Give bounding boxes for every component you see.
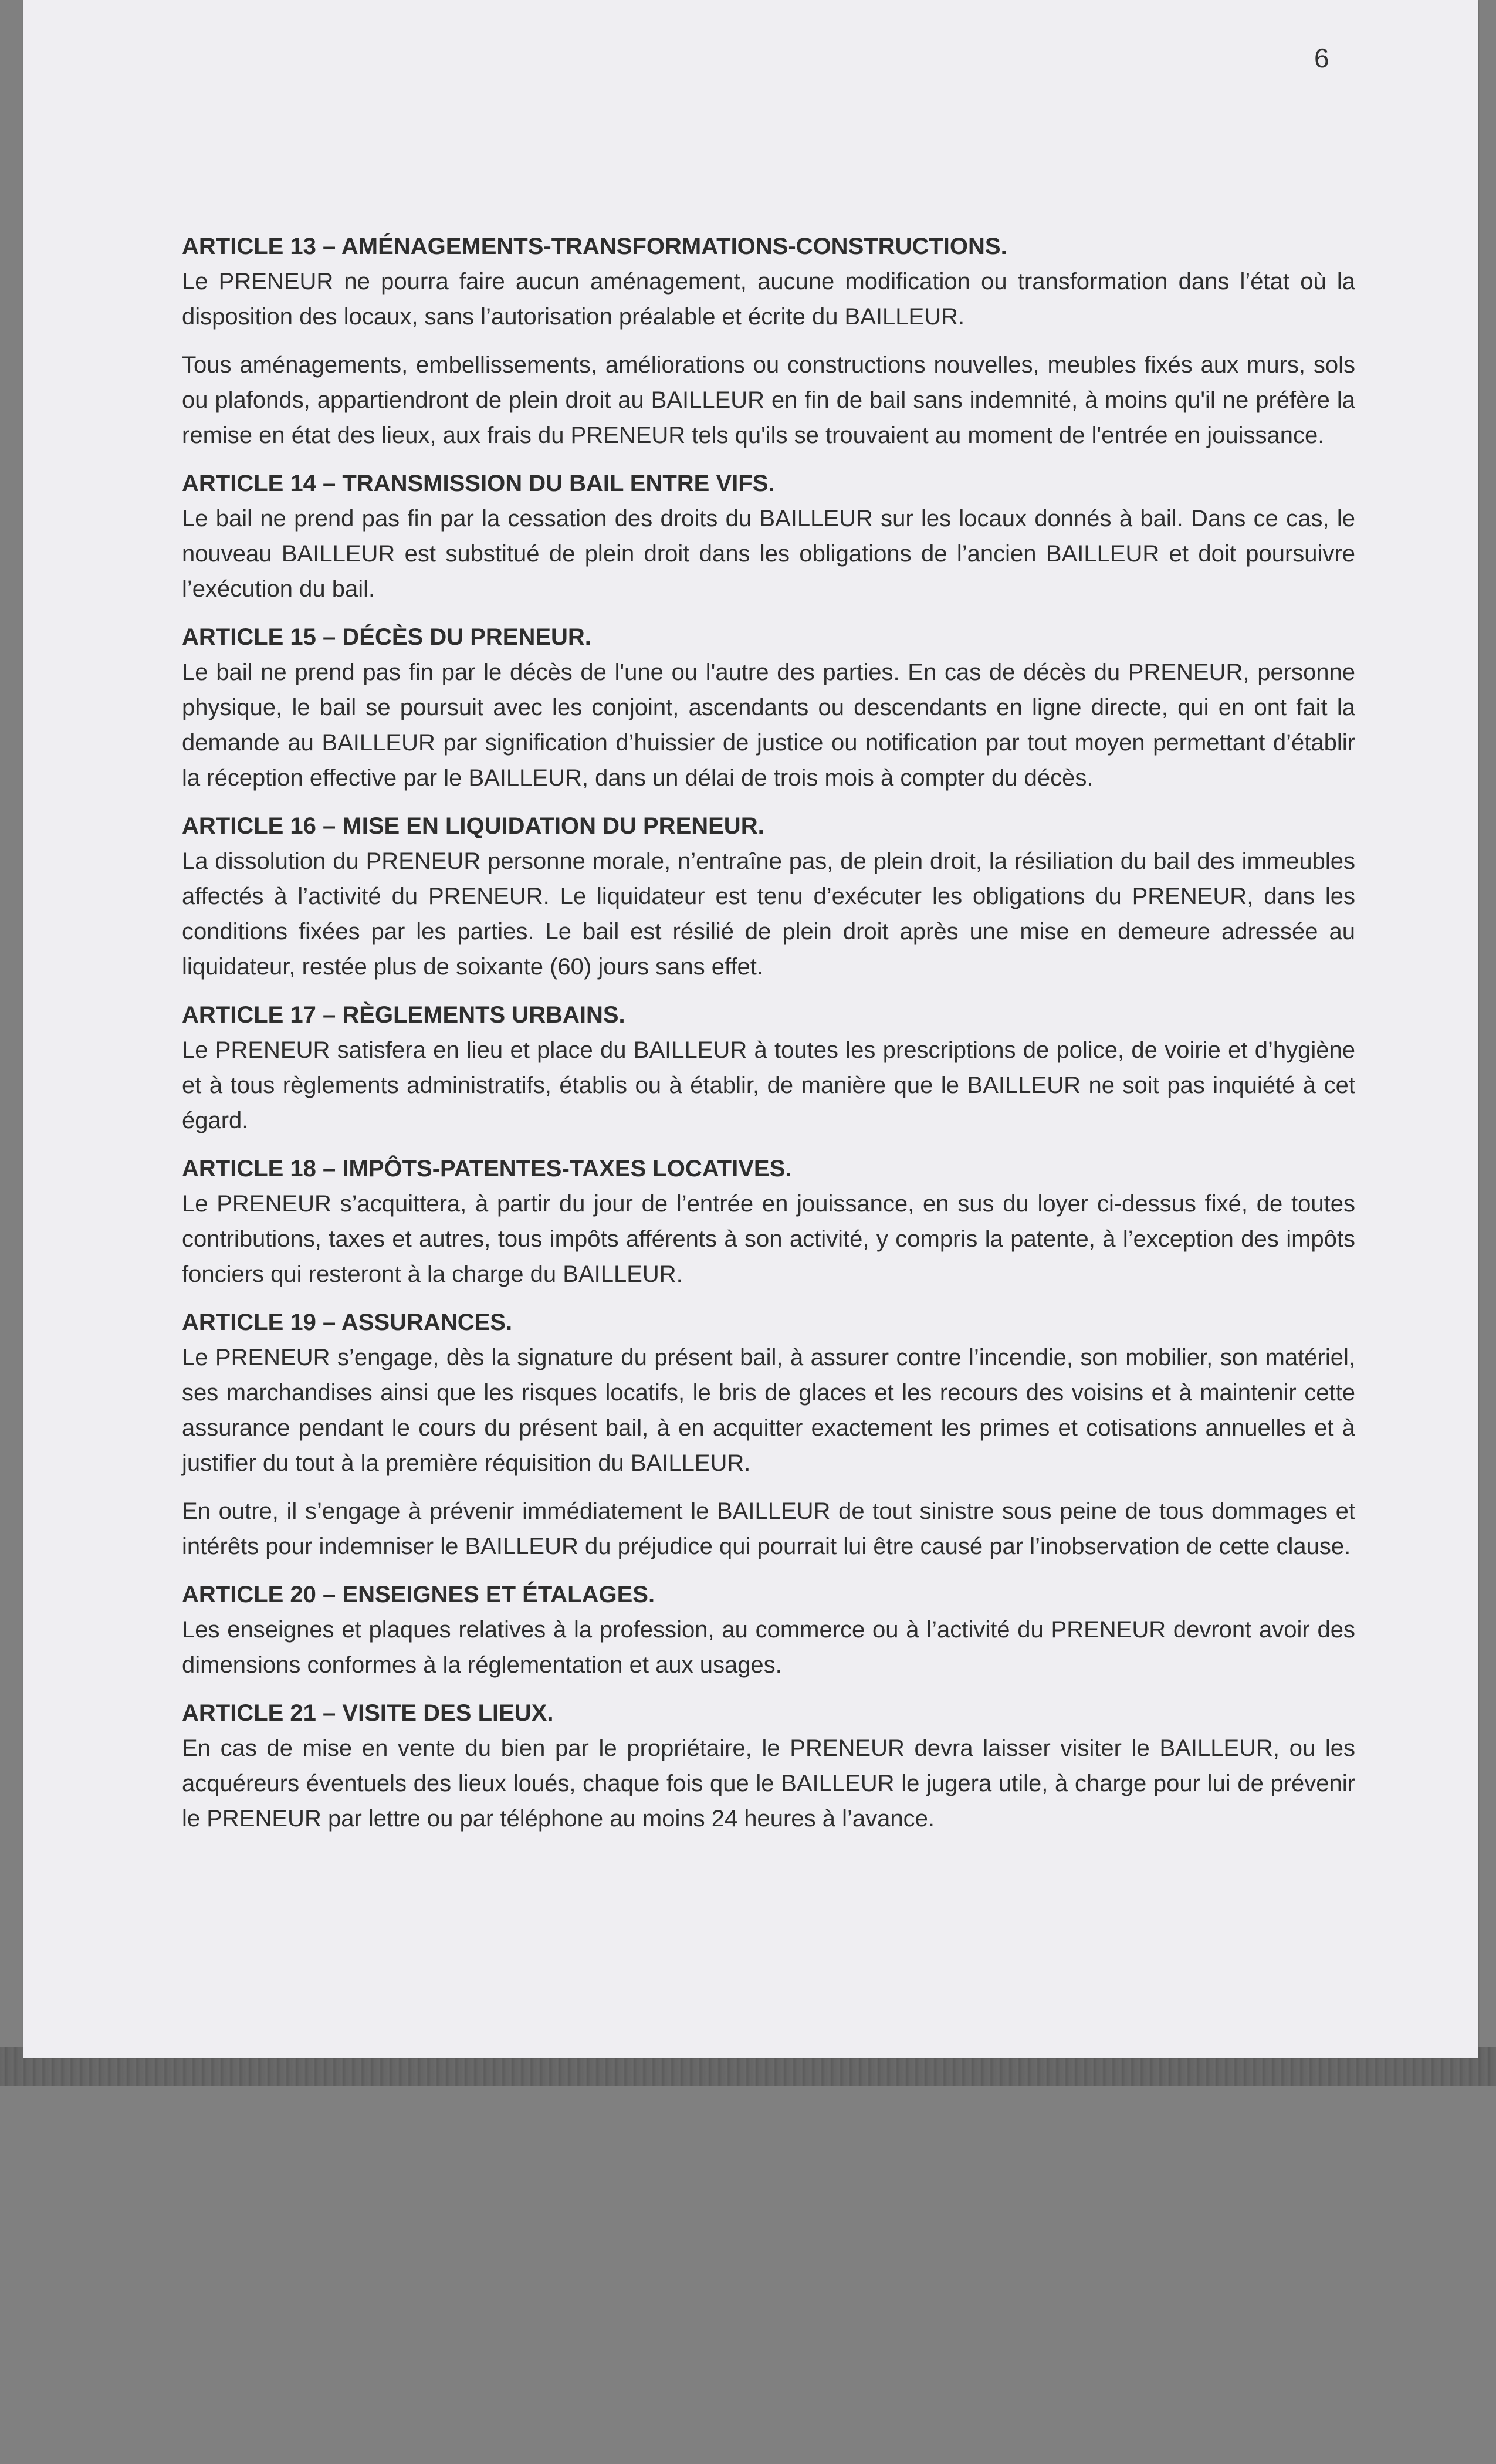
article-heading: ARTICLE 18 – IMPÔTS-PATENTES-TAXES LOCATIVES. [182, 1156, 792, 1182]
article-14 [182, 466, 1355, 607]
article-heading: ARTICLE 19 – ASSURANCES. [182, 1309, 513, 1335]
article-text: Le PRENEUR ne pourra faire aucun aménagement, aucune modification ou transformation dans l’état où la disposition des locaux, sans l’autorisation préalable et écrite du BAILLEUR. [182, 269, 1355, 330]
article-heading: ARTICLE 15 – DÉCÈS DU PRENEUR. [182, 624, 591, 650]
article-text: Le PRENEUR satisfera en lieu et place du BAILLEUR à toutes les prescriptions de police, de voirie et d’hygiène et à tous règlements administratifs, établis ou à établir, de manière que le BAILLEUR ne soit pas inquiété à cet égard. [182, 1037, 1355, 1133]
article-text: Le PRENEUR s’acquittera, à partir du jour de l’entrée en jouissance, en sus du loyer ci-dessus fixé, de toutes contributions, taxes et autres, tous impôts afférents à son activité, y compris la patente, à l’exception des impôts fonciers qui resteront à la charge du BAILLEUR. [182, 1191, 1355, 1287]
article-heading: ARTICLE 16 – MISE EN LIQUIDATION DU PRENEUR. [182, 813, 764, 839]
page-number: 6 [1314, 43, 1329, 73]
article-text: La dissolution du PRENEUR personne morale, n’entraîne pas, de plein droit, la résiliation du bail des immeubles affectés à l’activité du PRENEUR. Le liquidateur est tenu d’exécuter les obligations du PRENEUR, dans les conditions fixées par les parties. Le bail est résilié de plein droit après une mise en demeure adressée au liquidateur, restée plus de soixante (60) jours sans effet. [182, 848, 1355, 980]
article-17 [182, 997, 1355, 1138]
article-13-continued [182, 347, 1355, 453]
article-heading: ARTICLE 17 – RÈGLEMENTS URBAINS. [182, 1002, 625, 1028]
article-text: Le PRENEUR s’engage, dès la signature du présent bail, à assurer contre l’incendie, son mobilier, son matériel, ses marchandises ainsi que les risques locatifs, le bris de glaces et les recours des voisins et à maintenir cette assurance pendant le cours du présent bail, à en acquitter exactement les primes et cotisations annuelles et à justifier du tout à la première réquisition du BAILLEUR. [182, 1345, 1355, 1476]
article-text: Le bail ne prend pas fin par le décès de l'une ou l'autre des parties. En cas de décès du PRENEUR, personne physique, le bail se poursuit avec les conjoint, ascendants ou descendants en ligne directe, qui en ont fait la demande au BAILLEUR par signification d’huissier de justice ou notification par tout moyen permettant d’établir la réception effective par le BAILLEUR, dans un délai de trois mois à compter du décès. [182, 659, 1355, 791]
article-heading: ARTICLE 20 – ENSEIGNES ET ÉTALAGES. [182, 1582, 655, 1607]
article-text: Le bail ne prend pas fin par la cessation des droits du BAILLEUR sur les locaux donnés à bail. Dans ce cas, le nouveau BAILLEUR est substitué de plein droit dans les obligations de l’ancien BAILLEUR et doit poursuivre l’exécution du bail. [182, 506, 1355, 602]
article-heading: ARTICLE 21 – VISITE DES LIEUX. [182, 1700, 554, 1726]
article-15 [182, 620, 1355, 796]
article-21 [182, 1695, 1355, 1836]
article-text: En outre, il s’engage à prévenir immédiatement le BAILLEUR de tout sinistre sous peine de tous dommages et intérêts pour indemniser le BAILLEUR du préjudice qui pourrait lui être causé par l’inobservation de cette clause. [182, 1498, 1355, 1559]
article-16 [182, 808, 1355, 984]
article-18 [182, 1151, 1355, 1292]
article-text: En cas de mise en vente du bien par le propriétaire, le PRENEUR devra laisser visiter le BAILLEUR, ou les acquéreurs éventuels des lieux loués, chaque fois que le BAILLEUR le jugera utile, à charge pour lui de prévenir le PRENEUR par lettre ou par téléphone au moins 24 heures à l’avance. [182, 1735, 1355, 1832]
document-body [182, 229, 1355, 1849]
article-text: Les enseignes et plaques relatives à la profession, au commerce ou à l’activité du PRENEUR devront avoir des dimensions conformes à la réglementation et aux usages. [182, 1617, 1355, 1678]
article-text: Tous aménagements, embellissements, améliorations ou constructions nouvelles, meubles fixés aux murs, sols ou plafonds, appartiendront de plein droit au BAILLEUR en fin de bail sans indemnité, à moins qu'il ne préfère la remise en état des lieux, aux frais du PRENEUR tels qu'ils se trouvaient au moment de l'entrée en jouissance. [182, 352, 1355, 448]
article-heading: ARTICLE 14 – TRANSMISSION DU BAIL ENTRE VIFS. [182, 471, 775, 496]
article-heading: ARTICLE 13 – AMÉNAGEMENTS-TRANSFORMATIONS-CONSTRUCTIONS. [182, 233, 1007, 259]
article-13 [182, 229, 1355, 334]
article-20 [182, 1577, 1355, 1683]
document-page [23, 0, 1478, 2058]
article-19-continued [182, 1494, 1355, 1564]
article-19 [182, 1305, 1355, 1481]
